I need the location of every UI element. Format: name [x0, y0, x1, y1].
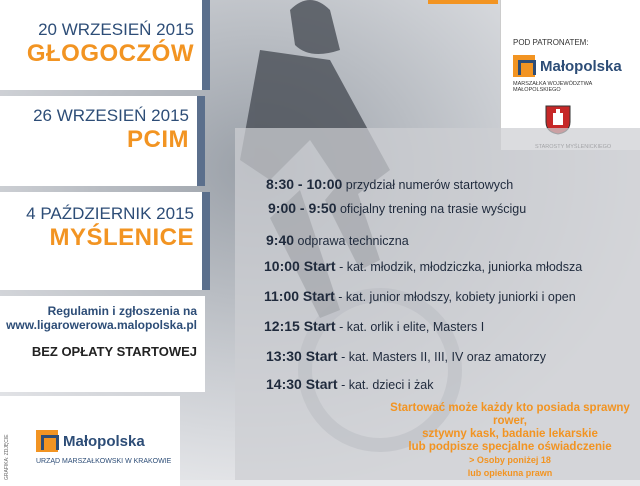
schedule-text: - kat. młodzik, młodziczka, juniorka młodsza — [335, 260, 583, 274]
schedule-time: 10:00 Start — [264, 258, 336, 274]
logo-name: Małopolska — [540, 57, 622, 75]
notice-line: sztywny kask, badanie lekarskie — [422, 428, 598, 440]
event-place: PCIM — [127, 126, 189, 153]
schedule-time: 12:15 Start — [264, 318, 336, 334]
schedule-row — [266, 376, 433, 392]
notice-line: Startować może każdy kto posiada sprawny rower, — [390, 402, 630, 427]
event-date: 4 PAŹDZIERNIK 2015 — [26, 204, 194, 223]
schedule-time: 9:40 — [266, 232, 295, 248]
event-column — [0, 0, 210, 480]
schedule-text: - kat. orlik i elite, Masters I — [335, 320, 485, 334]
malopolska-logo-bottom — [0, 396, 180, 486]
schedule-row — [264, 288, 576, 304]
schedule-row — [268, 200, 526, 216]
schedule-text: odprawa techniczna — [294, 234, 409, 248]
schedule-text: - kat. Masters II, III, IV oraz amatorzy — [337, 350, 546, 364]
event-date: 20 WRZESIEŃ 2015 — [38, 20, 194, 39]
no-fee-label: BEZ OPŁATY STARTOWEJ — [31, 344, 197, 359]
event-pcim — [0, 96, 205, 186]
event-myslenice — [0, 192, 210, 290]
malopolska-emblem-icon — [513, 55, 535, 77]
event-glogoczow — [0, 0, 210, 90]
logo-subtitle: URZĄD MARSZAŁKOWSKI W KRAKOWIE — [36, 458, 172, 465]
patronage-heading: POD PATRONATEM: — [513, 38, 589, 47]
malopolska-logo — [513, 55, 640, 77]
registration-box — [0, 296, 205, 392]
top-accent-bar — [428, 0, 498, 4]
schedule-time: 8:30 - 10:00 — [266, 176, 343, 192]
malopolska-emblem-icon — [36, 430, 58, 452]
event-place: GŁOGOCZÓW — [26, 40, 194, 67]
schedule-time: 13:30 Start — [266, 348, 338, 364]
schedule-time: 9:00 - 9:50 — [268, 200, 337, 216]
schedule-time: 11:00 Start — [264, 288, 335, 304]
schedule-text: - kat. junior młodszy, kobiety juniorki i open — [334, 290, 576, 304]
logo-name: Małopolska — [63, 432, 145, 450]
photo-credit: GRAFIKA: ZDJĘCIE — [4, 434, 10, 480]
schedule-row — [266, 176, 513, 192]
event-date: 26 WRZESIEŃ 2015 — [33, 106, 189, 125]
notice-line: lub opiekuna prawn — [467, 468, 553, 478]
participation-notice — [380, 402, 640, 480]
malopolska-logo — [36, 430, 180, 452]
registration-text: Regulamin i zgłoszenia na — [47, 304, 197, 318]
notice-line: lub podpisze specjalne oświadczenie — [408, 441, 612, 453]
schedule-row — [264, 258, 582, 274]
notice-line: > Osoby poniżej 18 — [469, 455, 551, 465]
schedule-text: przydział numerów startowych — [342, 178, 514, 192]
schedule-time: 14:30 Start — [266, 376, 338, 392]
event-place: MYŚLENICE — [49, 224, 194, 251]
patron-subtitle: MARSZAŁKA WOJEWÓDZTWA MAŁOPOLSKIEGO — [513, 81, 592, 93]
schedule-row — [264, 318, 484, 334]
schedule-row — [266, 348, 546, 364]
registration-url[interactable]: www.ligarowerowa.malopolska.pl — [6, 318, 197, 332]
schedule-text: oficjalny trening na trasie wyścigu — [336, 202, 527, 216]
schedule-text: - kat. dzieci i żak — [337, 378, 434, 392]
schedule-row — [266, 232, 409, 248]
